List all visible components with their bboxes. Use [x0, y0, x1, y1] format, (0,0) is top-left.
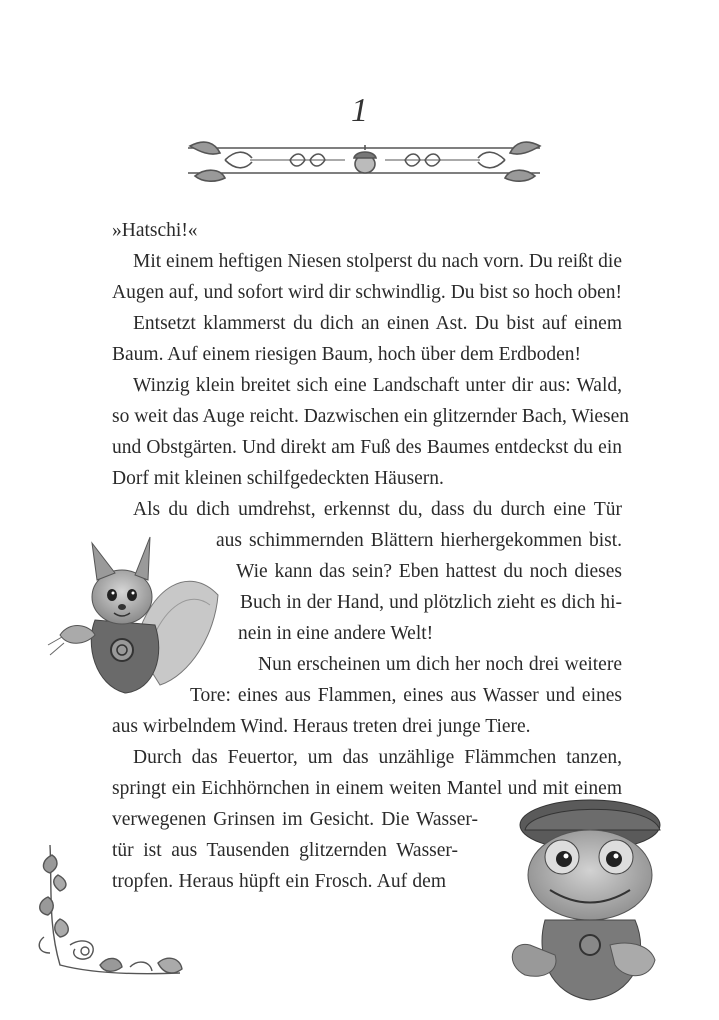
- text-line: und Obstgärten. Und direkt am Fuß des Baumes entdeckst du ein: [112, 437, 622, 458]
- text-line: Augen auf, und sofort wird dir schwindlig. Du bist so hoch oben!: [112, 282, 622, 303]
- text-line: »Hatschi!«: [112, 220, 198, 241]
- text-line: springt ein Eichhörnchen in einem weiten Mantel und mit einem: [112, 778, 622, 799]
- ornamental-divider-icon: [180, 128, 550, 190]
- corner-vine-ornament-icon: [30, 835, 190, 985]
- frog-illustration-icon: [490, 795, 695, 1005]
- text-line: nein in eine andere Welt!: [238, 623, 434, 644]
- text-line: Nun erscheinen um dich her noch drei weitere: [258, 654, 622, 675]
- text-line: Als du dich umdrehst, erkennst du, dass du durch eine Tür: [133, 499, 622, 520]
- text-line: aus schimmernden Blättern hierhergekommen bist.: [216, 530, 622, 551]
- text-line: aus wirbelndem Wind. Heraus treten drei junge Tiere.: [112, 716, 531, 737]
- text-line: Dorf mit kleinen schilfgedeckten Häusern.: [112, 468, 444, 489]
- text-line: verwegenen Grinsen im Gesicht. Die Wasser-: [112, 809, 478, 830]
- text-line: Wie kann das sein? Eben hattest du noch dieses: [236, 561, 622, 582]
- text-line: Baum. Auf einem riesigen Baum, hoch über dem Erdboden!: [112, 344, 581, 365]
- text-line: Tore: eines aus Flammen, eines aus Wasser und eines: [190, 685, 622, 706]
- text-line: Durch das Feuertor, um das unzählige Flämmchen tanzen,: [133, 747, 622, 768]
- squirrel-illustration-icon: [40, 525, 225, 700]
- chapter-number: 1: [351, 92, 368, 129]
- text-line: Entsetzt klammerst du dich an einen Ast. Du bist auf einem: [133, 313, 622, 334]
- text-line: Winzig klein breitet sich eine Landschaft unter dir aus: Wald,: [133, 375, 622, 396]
- text-line: Mit einem heftigen Niesen stolperst du nach vorn. Du reißt die: [133, 251, 623, 272]
- text-line: Buch in der Hand, und plötzlich zieht es dich hi-: [240, 592, 622, 613]
- text-line: tropfen. Heraus hüpft ein Frosch. Auf dem: [112, 871, 446, 892]
- text-line: tür ist aus Tausenden glitzernden Wasser-: [112, 840, 458, 861]
- text-line: so weit das Auge reicht. Dazwischen ein glitzernder Bach, Wiesen: [112, 406, 630, 427]
